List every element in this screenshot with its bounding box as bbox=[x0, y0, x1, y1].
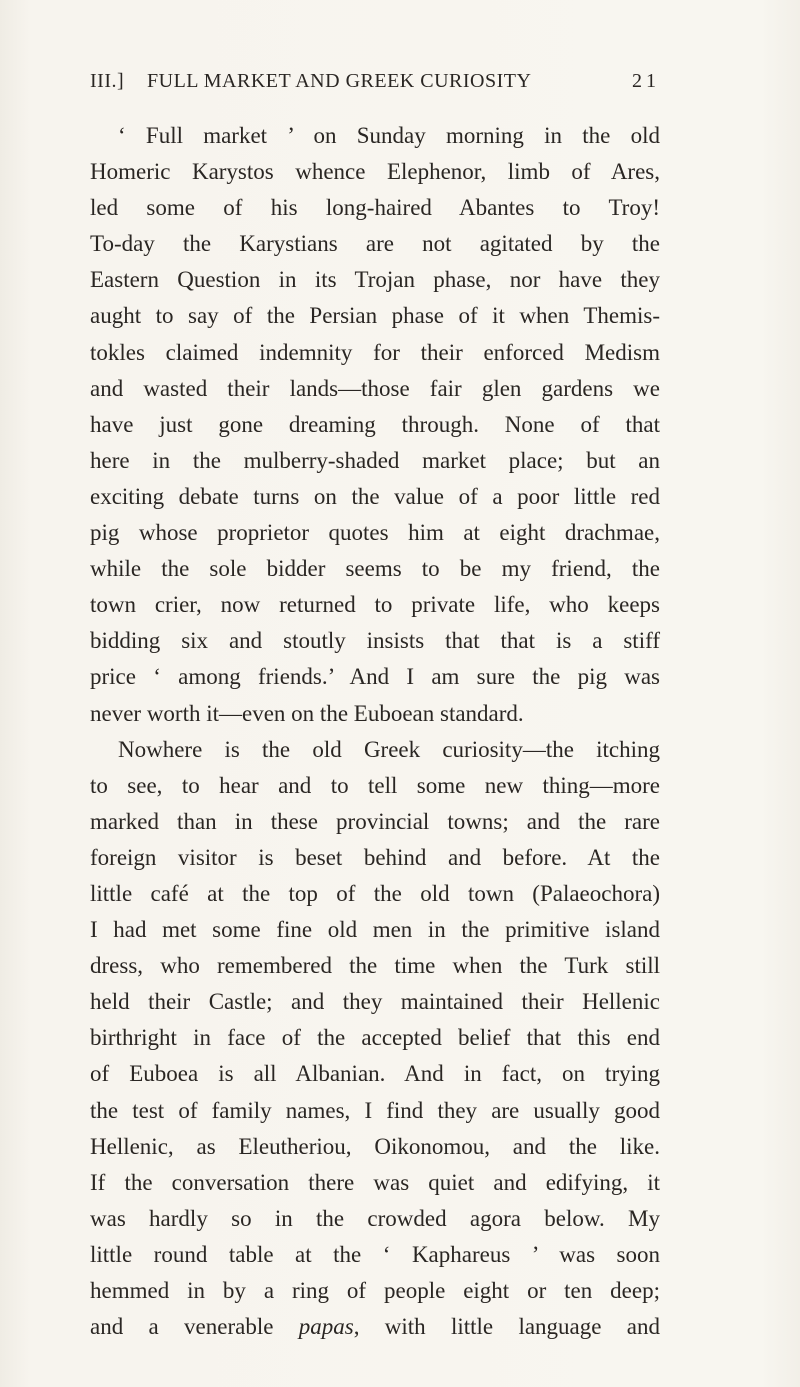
text-line: Homeric Karystos whence Elephenor, limb of Ares, bbox=[90, 159, 660, 185]
text-line: birthright in face of the accepted belief that this end bbox=[90, 1025, 660, 1051]
text-line: aught to say of the Persian phase of it when Themis- bbox=[90, 303, 660, 329]
page-number: 21 bbox=[632, 70, 660, 92]
text-line: tokles claimed indemnity for their enforced Medism bbox=[90, 339, 660, 365]
text-line: to see, to hear and to tell some new thing—more bbox=[90, 772, 660, 798]
text-line: and wasted their lands—those fair glen gardens we bbox=[90, 375, 660, 401]
text-line: Hellenic, as Eleutheriou, Oikonomou, and the like. bbox=[90, 1133, 660, 1159]
text-line: exciting debate turns on the value of a poor little red bbox=[90, 483, 660, 509]
text-line: little café at the top of the old town (Palaeochora) bbox=[90, 880, 660, 906]
text-line: ‘ Full market ’ on Sunday morning in the old bbox=[118, 123, 660, 148]
text-line: marked than in these provincial towns; and the rare bbox=[90, 808, 660, 834]
text-line: If the conversation there was quiet and edifying, it bbox=[90, 1169, 660, 1195]
text-line: Eastern Question in its Trojan phase, nor have they bbox=[90, 267, 660, 293]
text-line: little round table at the ‘ Kaphareus ’ was soon bbox=[90, 1241, 660, 1267]
text-line: while the sole bidder seems to be my friend, the bbox=[90, 556, 660, 582]
chapter-number: III.] bbox=[90, 70, 125, 92]
text-line: town crier, now returned to private life, who keeps bbox=[90, 592, 660, 618]
text-fragment: , with little language and bbox=[353, 1314, 660, 1340]
text-line: pig whose proprietor quotes him at eight drachmae, bbox=[90, 520, 660, 546]
text-line: To-day the Karystians are not agitated by the bbox=[90, 231, 660, 257]
text-line-last bbox=[90, 1309, 660, 1345]
text-line: led some of his long-haired Abantes to Troy! bbox=[90, 195, 660, 221]
text-line: held their Castle; and they maintained their Hellenic bbox=[90, 989, 660, 1015]
text-line: of Euboea is all Albanian. And in fact, on trying bbox=[90, 1061, 660, 1087]
text-line: the test of family names, I find they are usually good bbox=[90, 1097, 660, 1123]
text-line: never worth it—even on the Euboean standard. bbox=[90, 700, 524, 726]
text-fragment: and a venerable bbox=[90, 1314, 299, 1340]
text-line: hemmed in by a ring of people eight or ten deep; bbox=[90, 1278, 660, 1303]
italic-word: papas bbox=[298, 1314, 354, 1340]
text-line: dress, who remembered the time when the Turk still bbox=[90, 953, 660, 979]
text-line: price ‘ among friends.’ And I am sure the pig was bbox=[90, 664, 660, 690]
text-line: I had met some fine old men in the primitive island bbox=[90, 917, 660, 943]
running-head bbox=[90, 70, 660, 104]
text-line: Nowhere is the old Greek curiosity—the itching bbox=[118, 736, 660, 762]
text-line: here in the mulberry-shaded market place; but an bbox=[90, 447, 660, 473]
text-line: foreign visitor is beset behind and before. At the bbox=[90, 844, 660, 870]
running-title: FULL MARKET AND GREEK CURIOSITY bbox=[147, 70, 532, 92]
text-line: have just gone dreaming through. None of that bbox=[90, 411, 660, 437]
text-line: was hardly so in the crowded agora below. My bbox=[90, 1205, 660, 1231]
text-line: bidding six and stoutly insists that that is a stiff bbox=[90, 628, 660, 654]
body-text bbox=[90, 118, 660, 1345]
